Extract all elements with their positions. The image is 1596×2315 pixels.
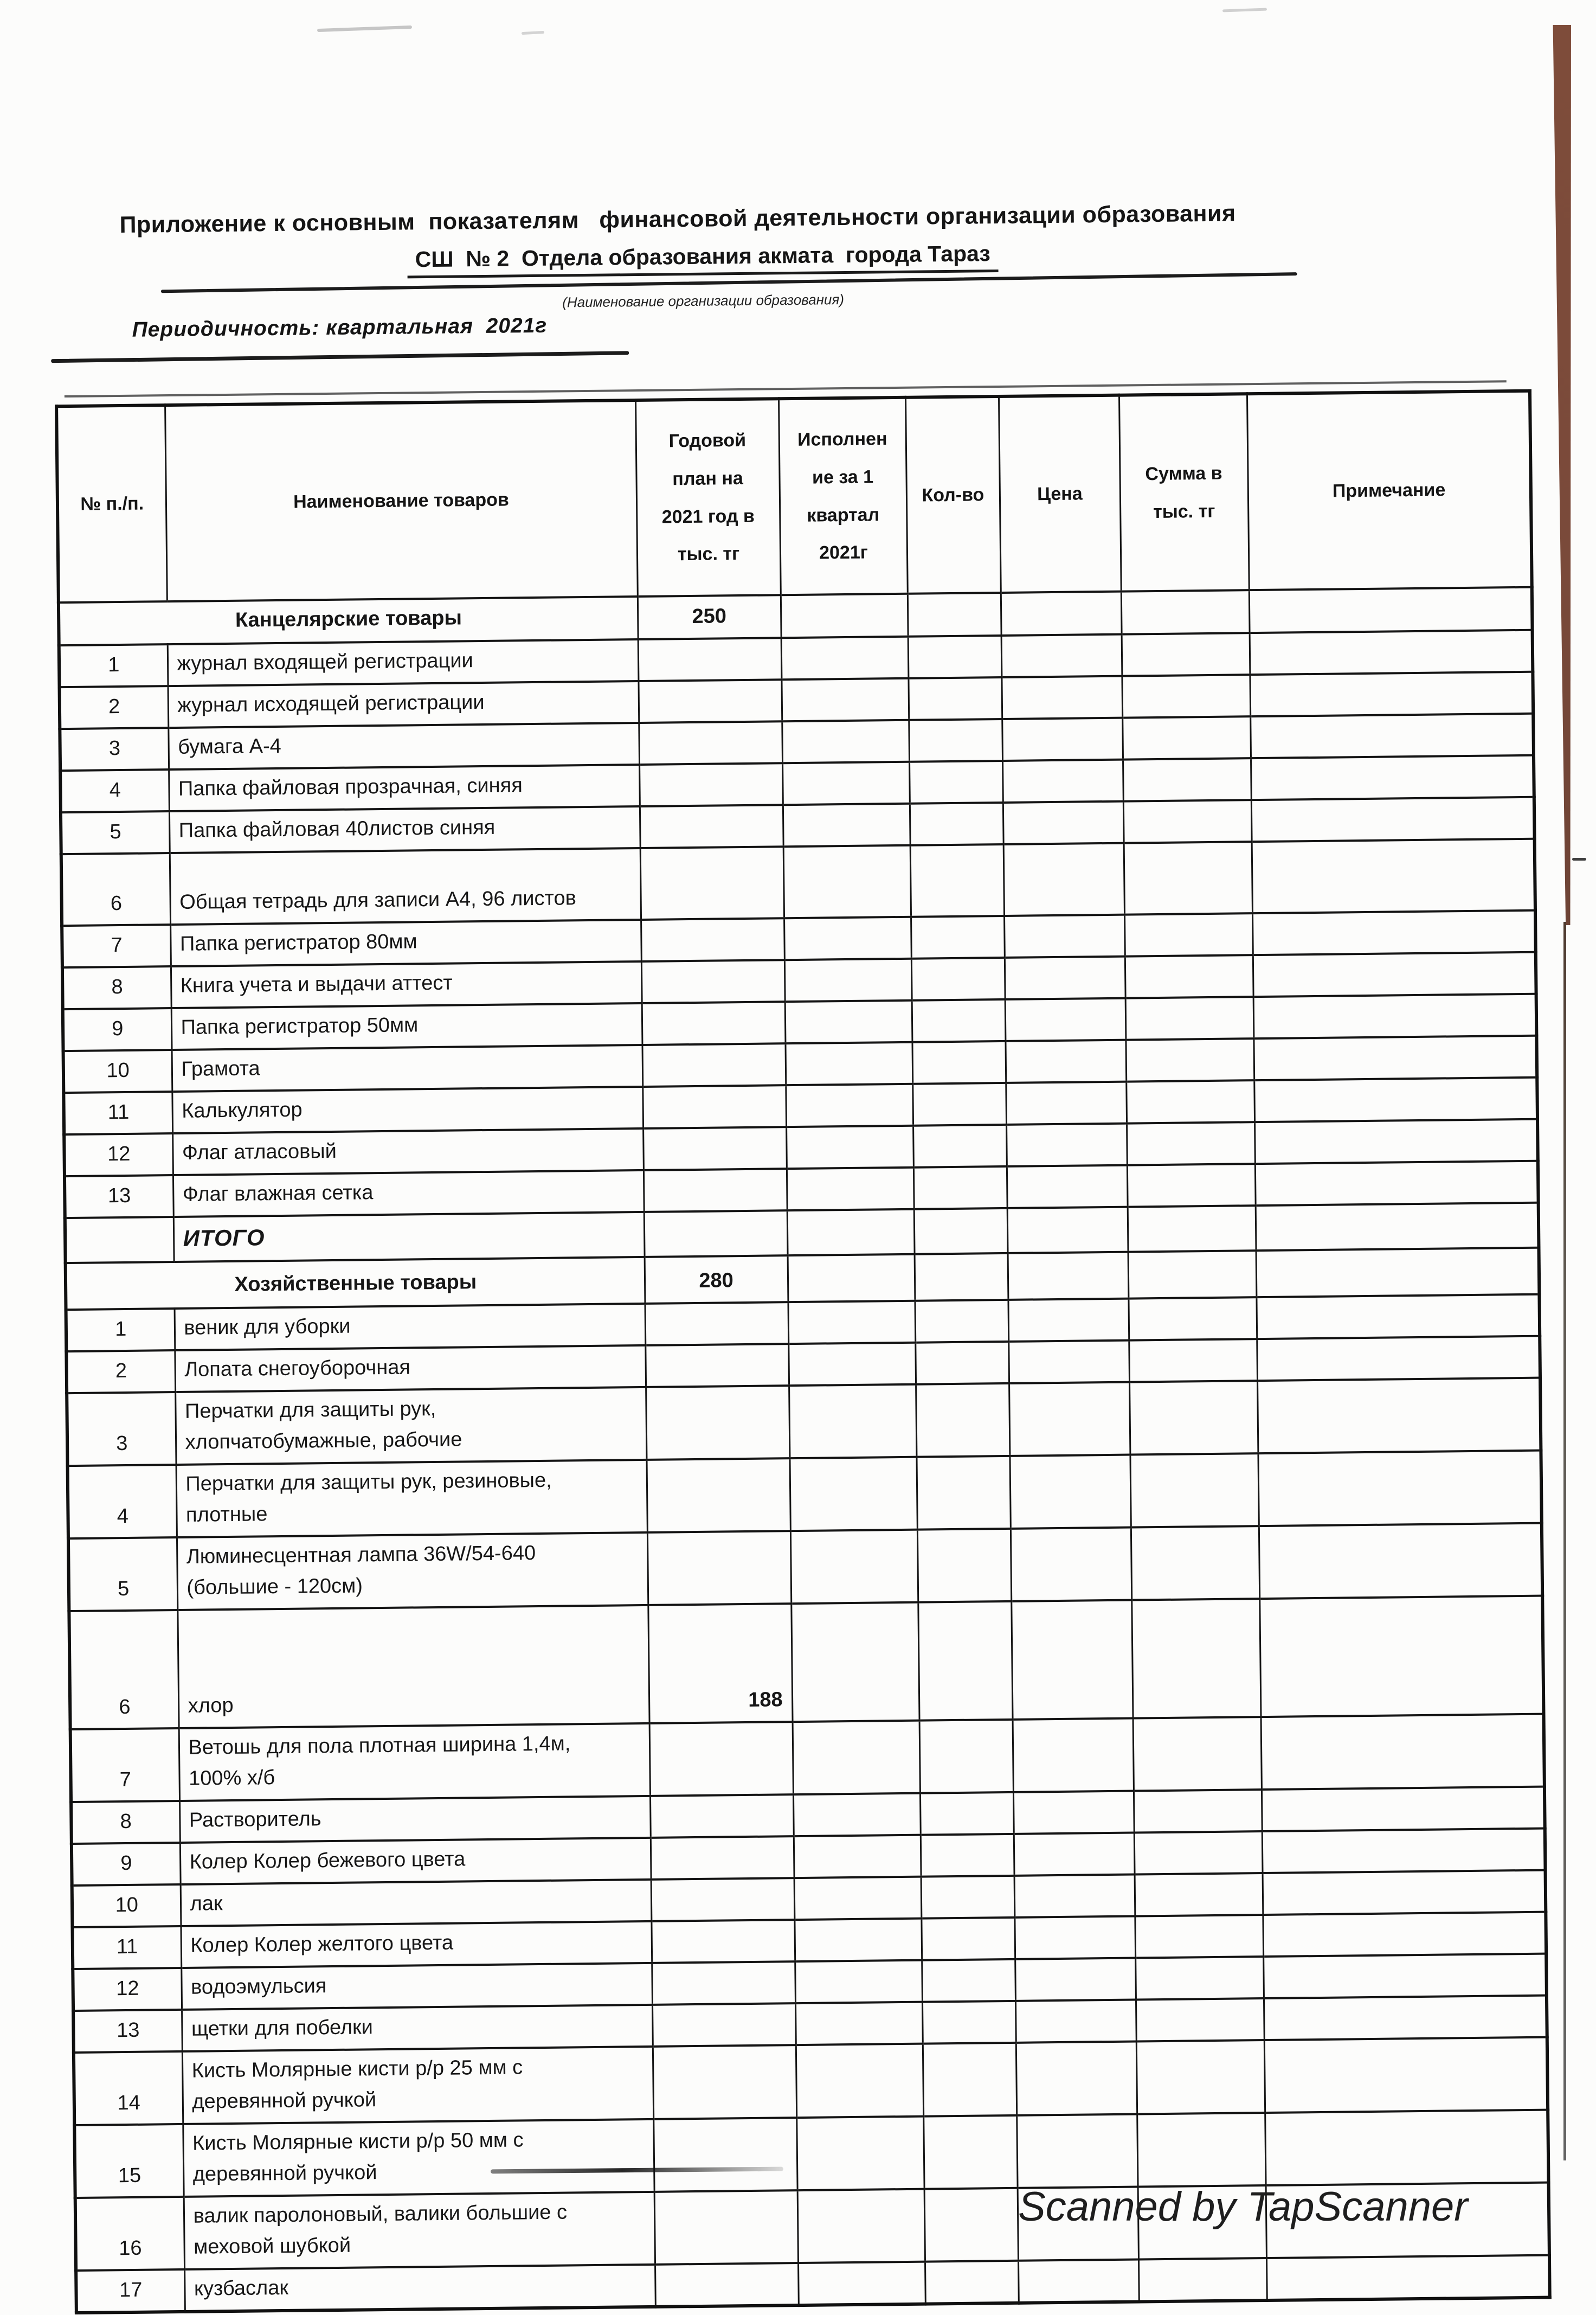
annual-plan-cell <box>650 1794 794 1838</box>
row-number-cell: 8 <box>62 966 171 1009</box>
section-title-cell: Хозяйственные товары <box>66 1257 645 1310</box>
sum-cell <box>1125 997 1254 1040</box>
note-cell <box>1265 2110 1548 2185</box>
price-cell <box>1014 1916 1135 1959</box>
quantity-cell <box>916 1456 1010 1530</box>
quantity-cell <box>913 1125 1007 1168</box>
executed-q1-cell <box>795 2002 923 2045</box>
price-cell <box>1007 1165 1128 1208</box>
note-cell <box>1259 1596 1543 1717</box>
row-number-cell: 7 <box>62 925 171 967</box>
item-name-cell: журнал входящей регистрации <box>168 639 639 686</box>
quantity-cell <box>921 1834 1014 1877</box>
item-name-cell: Флаг влажная сетка <box>173 1170 644 1217</box>
sum-cell <box>1122 675 1250 717</box>
annual-plan-cell <box>651 1920 795 1963</box>
item-name-cell: Книга учета и выдачи аттест <box>171 961 642 1008</box>
annual-plan-cell: 280 <box>645 1255 788 1304</box>
item-name-cell: Папка регистратор 50мм <box>171 1003 642 1050</box>
price-cell <box>1003 801 1124 844</box>
executed-q1-cell <box>781 637 909 679</box>
item-name-cell: лак <box>181 1880 652 1926</box>
item-name-cell: Ветошь для пола плотная ширина 1,4м, 100% х/б <box>179 1723 650 1801</box>
quantity-cell <box>912 1083 1006 1126</box>
quantity-cell <box>911 958 1005 1001</box>
executed-q1-cell <box>787 1168 914 1210</box>
item-name-cell: Папка файловая 40листов синяя <box>169 806 640 853</box>
annual-plan-cell <box>651 1878 795 1921</box>
executed-q1-cell <box>793 1793 921 1836</box>
item-name-cell: Лопата снегоуборочная <box>175 1345 646 1392</box>
row-number-cell: 12 <box>73 1968 182 2011</box>
note-cell <box>1253 952 1536 997</box>
row-number-cell <box>65 1217 174 1263</box>
row-number-cell: 9 <box>72 1843 181 1886</box>
annual-plan-cell <box>647 1458 790 1532</box>
executed-q1-cell <box>789 1384 916 1458</box>
quantity-cell <box>915 1300 1008 1343</box>
item-name-cell: Грамота <box>172 1045 643 1092</box>
executed-q1-cell <box>789 1457 917 1531</box>
tapscanner-watermark: Scanned by TapScanner <box>1018 2184 1468 2230</box>
scan-artifact <box>1572 858 1586 861</box>
note-cell <box>1263 1912 1546 1957</box>
annual-plan-cell <box>638 638 782 681</box>
quantity-cell <box>916 1383 1009 1457</box>
annual-plan-cell <box>652 2003 796 2047</box>
quantity-cell <box>912 999 1006 1042</box>
note-cell <box>1256 1294 1540 1339</box>
item-name-cell: Перчатки для защиты рук, резиновые, плотные <box>176 1460 647 1537</box>
note-cell <box>1256 1203 1539 1251</box>
sum-cell <box>1134 1831 1263 1874</box>
price-cell <box>1008 1341 1129 1383</box>
annual-plan-cell <box>645 1302 788 1345</box>
note-cell <box>1264 2037 1548 2113</box>
sum-cell <box>1129 1381 1258 1454</box>
sum-cell <box>1125 1038 1254 1081</box>
item-name-cell: бумага А-4 <box>168 723 639 769</box>
executed-q1-cell <box>788 1301 915 1344</box>
price-cell <box>1009 1382 1130 1456</box>
row-number-cell: 17 <box>76 2269 185 2313</box>
note-cell <box>1249 587 1533 633</box>
table-header-row <box>56 391 1532 602</box>
price-cell <box>1018 2260 1139 2303</box>
quantity-cell <box>915 1253 1008 1301</box>
quantity-cell <box>908 593 1001 637</box>
row-number-cell: 10 <box>63 1050 172 1093</box>
annual-plan-cell <box>643 1127 787 1170</box>
item-name-cell: Растворитель <box>179 1796 651 1843</box>
price-cell <box>1006 1082 1127 1125</box>
note-cell <box>1254 1078 1537 1122</box>
table-header <box>56 391 1532 602</box>
quantity-cell <box>913 1166 1007 1209</box>
item-name-cell: Колер Колер желтого цвета <box>181 1921 652 1968</box>
annual-plan-cell: 250 <box>638 595 781 639</box>
note-cell <box>1254 1119 1538 1164</box>
col-header-quantity: Кол-во <box>905 396 1001 594</box>
row-number-cell: 11 <box>72 1926 181 1969</box>
quantity-cell <box>911 916 1005 959</box>
executed-q1-cell <box>783 804 910 847</box>
executed-q1-cell <box>782 720 909 763</box>
note-cell <box>1266 2255 1550 2300</box>
price-cell <box>1011 1600 1132 1720</box>
note-cell <box>1252 910 1536 955</box>
note-cell <box>1253 1036 1537 1080</box>
note-cell <box>1251 755 1534 800</box>
note-cell <box>1259 1523 1542 1599</box>
row-number-cell: 5 <box>68 1537 177 1611</box>
price-cell <box>1013 1718 1134 1792</box>
quantity-cell <box>923 2043 1016 2117</box>
executed-q1-cell <box>796 2044 923 2118</box>
executed-q1-cell <box>790 1530 918 1604</box>
executed-q1-cell <box>794 1919 922 1961</box>
price-cell <box>1014 1833 1135 1876</box>
price-cell <box>1011 1528 1131 1601</box>
annual-plan-cell <box>651 1836 794 1880</box>
executed-q1-cell <box>781 594 908 638</box>
price-cell <box>1005 1040 1126 1083</box>
executed-q1-cell <box>788 1254 915 1302</box>
row-number-cell: 15 <box>74 2124 183 2198</box>
note-cell <box>1257 1336 1540 1381</box>
annual-plan-cell: 188 <box>648 1604 792 1723</box>
annual-plan-cell <box>642 1085 786 1128</box>
item-name-cell: валик паролоновый, валики большие с меховой шубкой <box>184 2192 655 2269</box>
executed-q1-cell <box>791 1602 919 1722</box>
price-cell <box>1009 1455 1130 1529</box>
price-cell <box>1015 2000 1136 2043</box>
sum-cell <box>1135 1957 1264 1999</box>
organization-name: СШ № 2 Отдела образования акмата города Тараз <box>407 241 998 278</box>
item-name-cell: веник для уборки <box>175 1304 646 1350</box>
row-number-cell: 3 <box>67 1392 176 1466</box>
price-cell <box>1007 1207 1128 1253</box>
executed-q1-cell <box>794 1877 922 1920</box>
price-cell <box>1016 2042 1137 2115</box>
executed-q1-cell <box>787 1209 915 1255</box>
annual-plan-cell <box>641 918 784 961</box>
price-cell <box>1001 676 1122 719</box>
item-name-cell: Кисть Молярные кисти р/р 50 мм с деревянной ручкой <box>183 2119 654 2197</box>
col-header-item-name: Наименование товаров <box>165 400 638 601</box>
price-cell <box>1001 592 1122 636</box>
row-number-cell: 13 <box>65 1175 173 1218</box>
price-cell <box>1015 1958 1136 2001</box>
price-cell <box>1002 760 1123 803</box>
row-number-cell: 2 <box>66 1350 175 1393</box>
sum-cell <box>1123 800 1252 843</box>
col-header-price: Цена <box>999 395 1121 593</box>
note-cell <box>1264 1996 1547 2040</box>
price-cell <box>1013 1791 1134 1834</box>
row-number-cell: 1 <box>59 644 168 687</box>
quantity-cell <box>921 1918 1015 1960</box>
note-cell <box>1250 630 1533 675</box>
quantity-cell <box>908 636 1002 678</box>
row-number-cell: 1 <box>66 1309 175 1351</box>
row-number-cell: 6 <box>61 853 170 926</box>
executed-q1-cell <box>796 2117 924 2190</box>
sum-cell <box>1124 913 1253 956</box>
executed-q1-cell <box>788 1343 916 1386</box>
annual-plan-cell <box>642 1002 786 1045</box>
note-cell <box>1261 1714 1544 1790</box>
annual-plan-cell <box>644 1210 788 1257</box>
quantity-cell <box>920 1792 1014 1835</box>
col-header-executed-q1: Исполнен ие за 1 квартал 2021г <box>778 397 908 595</box>
row-number-cell: 11 <box>63 1092 172 1134</box>
price-cell <box>1016 2114 1137 2188</box>
executed-q1-cell <box>784 959 912 1002</box>
sum-cell <box>1122 633 1250 676</box>
sum-cell <box>1134 1790 1262 1832</box>
quantity-cell <box>925 2261 1019 2304</box>
executed-q1-cell <box>783 845 911 918</box>
row-number-cell: 8 <box>71 1801 180 1844</box>
table-body <box>59 587 1550 2313</box>
quantity-cell <box>910 844 1004 917</box>
quantity-cell <box>918 1601 1012 1721</box>
sum-cell <box>1131 1526 1259 1600</box>
annual-plan-cell <box>642 1043 786 1087</box>
price-cell <box>1008 1252 1129 1300</box>
annual-plan-cell <box>654 2190 798 2265</box>
annual-plan-cell <box>639 721 782 765</box>
row-number-cell: 12 <box>64 1133 173 1176</box>
sum-cell <box>1127 1122 1255 1165</box>
item-name-cell: Папка регистратор 80мм <box>170 920 641 966</box>
row-number-cell: 2 <box>60 686 169 729</box>
row-number-cell: 10 <box>72 1884 181 1927</box>
executed-q1-cell <box>786 1126 913 1169</box>
sum-cell <box>1128 1251 1257 1298</box>
item-name-cell: Калькулятор <box>172 1087 643 1133</box>
annual-plan-cell <box>638 679 782 723</box>
row-number-cell: 13 <box>73 2010 182 2053</box>
annual-plan-cell <box>653 2118 797 2192</box>
quantity-cell <box>909 719 1002 762</box>
goods-table <box>55 389 1552 2314</box>
price-cell <box>1004 915 1125 958</box>
note-cell <box>1258 1451 1541 1526</box>
note-cell <box>1251 797 1535 842</box>
note-cell <box>1263 1870 1546 1915</box>
annual-plan-cell <box>647 1531 791 1605</box>
quantity-cell <box>909 761 1003 804</box>
organization-name-line <box>155 238 1250 281</box>
note-cell <box>1262 1829 1546 1873</box>
quantity-cell <box>922 2001 1016 2044</box>
quantity-cell <box>921 1876 1015 1919</box>
price-cell <box>1001 634 1122 677</box>
note-cell <box>1255 1161 1539 1205</box>
quantity-cell <box>917 1529 1011 1602</box>
document-title: Приложение к основным показателям финансовой деятельности организации образования <box>119 200 1236 238</box>
executed-q1-cell <box>795 1960 922 2003</box>
row-number-cell: 9 <box>63 1008 172 1051</box>
item-name-cell: Папка файловая прозрачная, синяя <box>169 765 640 811</box>
quantity-cell <box>915 1342 1009 1384</box>
quantity-cell <box>910 803 1003 845</box>
executed-q1-cell <box>785 1042 912 1085</box>
item-name-cell: Кисть Молярные кисти р/р 25 мм с деревянной ручкой <box>182 2047 653 2124</box>
scan-edge-line <box>1563 922 1566 2160</box>
organization-caption: (Наименование организации образования) <box>562 291 845 311</box>
sum-cell <box>1128 1205 1256 1252</box>
item-name-cell: Перчатки для защиты рук, хлопчатобумажные, рабочие <box>175 1387 646 1465</box>
sum-cell <box>1125 955 1253 998</box>
annual-plan-cell <box>639 763 783 806</box>
annual-plan-cell <box>649 1722 793 1796</box>
row-number-cell: 14 <box>74 2051 183 2125</box>
sum-cell <box>1122 716 1251 759</box>
sum-cell <box>1129 1339 1257 1382</box>
periodicity-underline-rule <box>51 351 629 363</box>
sum-cell <box>1127 1164 1256 1207</box>
sum-cell <box>1133 1717 1262 1791</box>
note-cell <box>1262 1787 1545 1831</box>
item-name-cell: Общая тетрадь для записи А4, 96 листов <box>170 848 641 925</box>
item-name-cell: журнал исходящей регистрации <box>168 681 639 728</box>
row-number-cell: 16 <box>75 2197 184 2271</box>
executed-q1-cell <box>793 1721 920 1794</box>
row-number-cell: 6 <box>69 1610 178 1729</box>
sum-cell <box>1124 842 1252 914</box>
sum-cell <box>1128 1297 1257 1340</box>
annual-plan-cell <box>655 2263 799 2307</box>
price-cell <box>1005 957 1125 999</box>
quantity-cell <box>908 677 1002 720</box>
sum-cell <box>1137 2113 1265 2186</box>
note-cell <box>1252 839 1535 913</box>
executed-q1-cell <box>798 2262 925 2305</box>
executed-q1-cell <box>794 1835 921 1878</box>
price-cell <box>1014 1875 1135 1918</box>
price-cell <box>1005 998 1126 1041</box>
price-cell <box>1008 1299 1129 1342</box>
sum-cell <box>1136 2040 1265 2114</box>
item-name-cell: Люминесцентная лампа 36W/54-640 (большие - 120см) <box>177 1532 648 1610</box>
row-number-cell: 4 <box>60 769 169 812</box>
quantity-cell <box>924 2188 1018 2262</box>
row-number-cell: 5 <box>61 811 170 854</box>
note-cell <box>1253 994 1537 1038</box>
annual-plan-cell <box>641 960 785 1003</box>
sum-cell <box>1136 1998 1264 2041</box>
sum-cell <box>1131 1599 1260 1718</box>
sum-cell <box>1135 1873 1263 1916</box>
annual-plan-cell <box>640 805 783 848</box>
item-name-cell: ИТОГО <box>173 1212 645 1262</box>
item-name-cell: Флаг атласовый <box>172 1128 643 1175</box>
annual-plan-cell <box>652 1961 795 2005</box>
executed-q1-cell <box>786 1084 913 1127</box>
periodicity-line: Периодичность: квартальная 2021г <box>132 313 548 342</box>
price-cell <box>1003 843 1124 916</box>
quantity-cell <box>914 1208 1008 1254</box>
item-name-cell: щетки для побелки <box>182 2005 653 2051</box>
annual-plan-cell <box>643 1169 787 1212</box>
sum-cell <box>1135 1915 1263 1958</box>
item-row <box>69 1596 1543 1729</box>
item-name-cell: кузбаслак <box>184 2265 655 2312</box>
item-name-cell: водоэмульсия <box>181 1963 652 2010</box>
quantity-cell <box>919 1720 1013 1793</box>
row-number-cell: 4 <box>68 1465 177 1538</box>
annual-plan-cell <box>653 2045 796 2119</box>
note-cell <box>1263 1954 1547 1998</box>
col-header-number: № п./п. <box>56 405 167 602</box>
row-number-cell: 3 <box>60 728 169 771</box>
executed-q1-cell <box>784 917 911 960</box>
sum-cell <box>1123 758 1251 801</box>
note-cell <box>1250 714 1534 758</box>
executed-q1-cell <box>785 1001 912 1043</box>
price-cell <box>1002 718 1123 761</box>
item-name-cell: хлор <box>177 1605 649 1728</box>
executed-q1-cell <box>797 2189 925 2263</box>
executed-q1-cell <box>782 762 910 805</box>
section-title-cell: Канцелярские товары <box>59 597 638 645</box>
note-cell <box>1256 1248 1540 1297</box>
col-header-annual-plan: Годовой план на 2021 год в тыс. тг <box>635 399 781 597</box>
note-cell <box>1250 672 1533 716</box>
col-header-sum: Сумма в тыс. тг <box>1119 394 1249 591</box>
item-name-cell: Колер Колер бежевого цвета <box>180 1838 651 1884</box>
quantity-cell <box>912 1041 1006 1084</box>
row-number-cell: 7 <box>70 1728 179 1802</box>
sum-cell <box>1121 590 1250 634</box>
executed-q1-cell <box>781 678 909 721</box>
annual-plan-cell <box>646 1386 789 1460</box>
quantity-cell <box>923 2115 1017 2189</box>
quantity-cell <box>922 1959 1015 2002</box>
sum-cell <box>1130 1453 1258 1527</box>
sum-cell <box>1138 2258 1267 2301</box>
annual-plan-cell <box>645 1344 789 1387</box>
note-cell <box>1257 1378 1541 1453</box>
col-header-note: Примечание <box>1247 391 1532 590</box>
price-cell <box>1006 1124 1127 1166</box>
sum-cell <box>1126 1080 1254 1123</box>
annual-plan-cell <box>640 847 784 920</box>
